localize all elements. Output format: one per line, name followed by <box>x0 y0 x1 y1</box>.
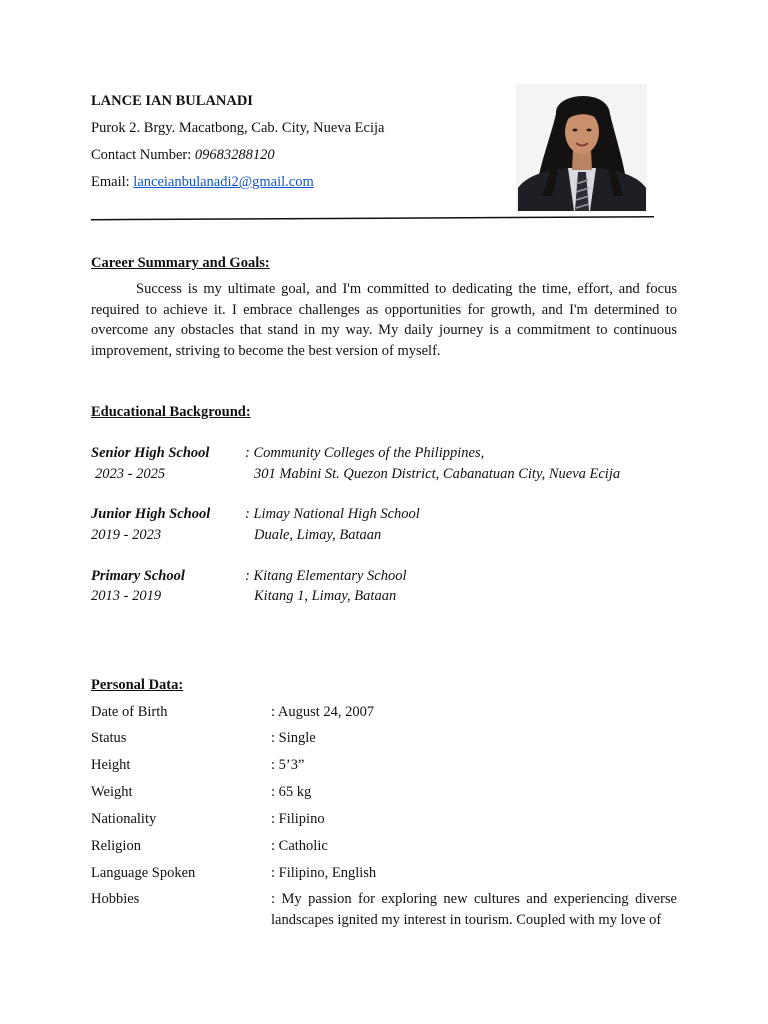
pd-label-hobbies: Hobbies <box>91 891 140 907</box>
pd-label-height: Height <box>91 757 131 773</box>
edu-school-primary: : Kitang Elementary School <box>245 568 407 584</box>
education-heading: Educational Background: <box>91 404 251 420</box>
pd-label-nationality: Nationality <box>91 811 157 827</box>
pd-label-status: Status <box>91 730 127 746</box>
pd-label-language: Language Spoken <box>91 865 196 881</box>
edu-school-senior: : Community Colleges of the Philippines, <box>245 445 485 461</box>
pd-value-hobbies: : My passion for exploring new cultures and experiencing diverse landscapes ignited my interest in tourism. Coupled with my love of <box>271 891 677 928</box>
edu-address-primary: Kitang 1, Limay, Bataan <box>254 588 397 604</box>
edu-address-senior: 301 Mabini St. Quezon District, Cabanatuan City, Nueva Ecija <box>254 466 621 482</box>
contact-line <box>91 147 275 164</box>
pd-label-religion: Religion <box>91 838 141 854</box>
edu-years-primary: 2013 - 2019 <box>91 588 162 604</box>
pd-label-weight: Weight <box>91 784 133 800</box>
email-label: Email: <box>91 174 134 190</box>
career-summary <box>91 279 677 362</box>
career-text: Success is my ultimate goal, and I'm committed to dedicating the time, effort, and focus required to achieve it. I embrace challenges as opportunities for growth, and I'm determined to overcome any obstacles that stand in my way. My daily journey is a commitment to continuous improvement, striving to become the best version of myself. <box>91 281 677 360</box>
edu-years-senior: 2023 - 2025 <box>95 466 166 482</box>
email-line <box>91 174 314 191</box>
pd-value-weight: : 65 kg <box>271 784 312 800</box>
pd-value-birth: : August 24, 2007 <box>271 704 375 720</box>
contact-number: 09683288120 <box>194 147 275 163</box>
personal-heading: Personal Data: <box>91 677 184 693</box>
edu-school-junior: : Limay National High School <box>245 506 420 522</box>
pd-value-nationality: : Filipino <box>271 811 325 827</box>
pd-label-birth: Date of Birth <box>91 704 168 720</box>
address-line: Purok 2. Brgy. Macatbong, Cab. City, Nueva Ecija <box>91 120 385 136</box>
career-heading: Career Summary and Goals: <box>91 255 270 271</box>
pd-value-language: : Filipino, English <box>271 865 377 881</box>
contact-label: Contact Number: <box>91 147 195 163</box>
profile-photo <box>516 84 647 211</box>
pd-value-status: : Single <box>271 730 316 746</box>
edu-years-junior: 2019 - 2023 <box>91 527 162 543</box>
pd-value-height: : 5’3” <box>271 757 305 773</box>
header-divider <box>91 214 654 222</box>
edu-address-junior: Duale, Limay, Bataan <box>254 527 382 543</box>
pd-value-religion: : Catholic <box>271 838 328 854</box>
applicant-name: LANCE IAN BULANADI <box>91 93 253 109</box>
edu-level-primary: Primary School <box>91 568 185 584</box>
edu-level-junior: Junior High School <box>91 506 211 522</box>
email-link[interactable]: lanceianbulanadi2@gmail.com <box>133 174 314 190</box>
edu-level-senior: Senior High School <box>91 445 210 461</box>
